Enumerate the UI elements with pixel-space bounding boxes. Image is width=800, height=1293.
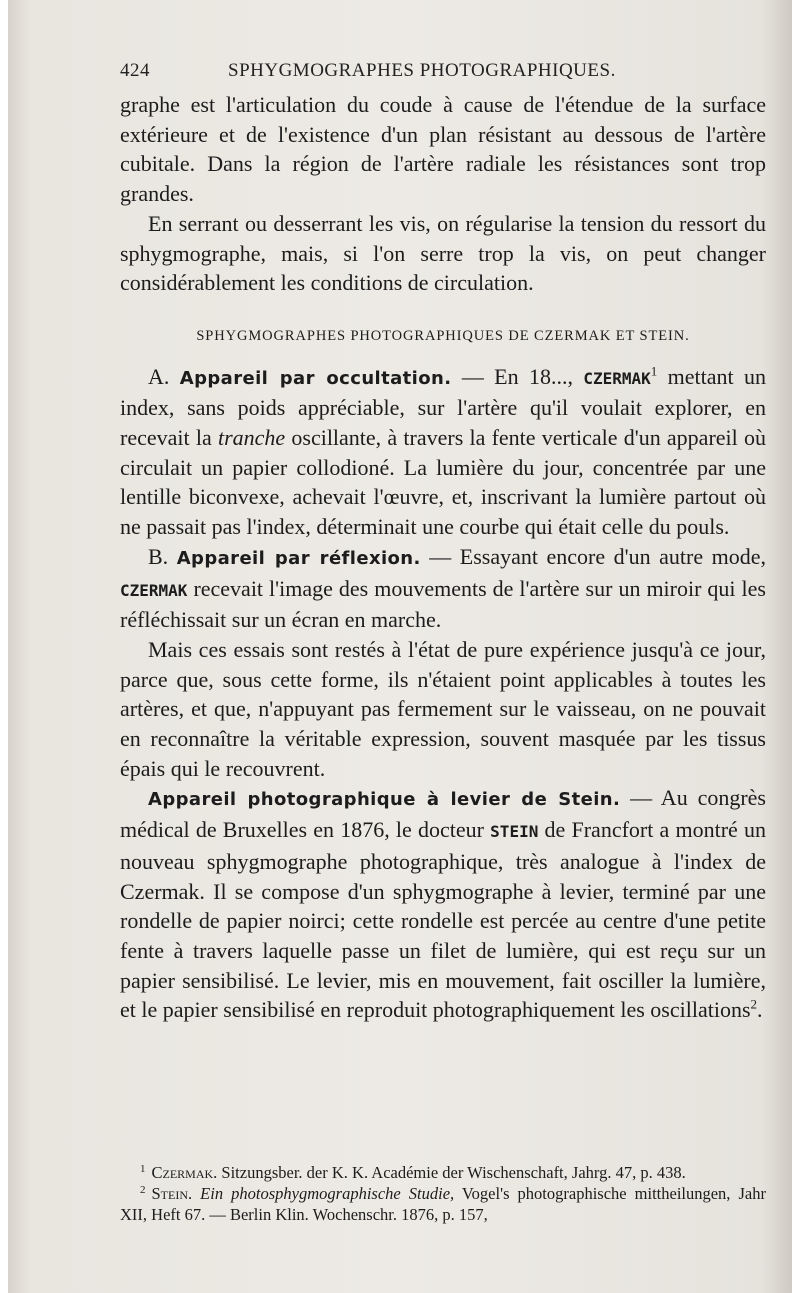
section-title: SPHYGMOGRAPHES PHOTOGRAPHIQUES DE CZERMAK ET STEIN. <box>196 327 690 344</box>
paragraph-essais: Mais ces essais sont restés à l'état de pure expérience jusqu'à ce jour, parce que, sous cette forme, ils n'étaient point applicables à toutes les artères, et que, n'appuyant pas fermement sur le vaisseau, on ne pouvait en reconnaître la véritable expression, souvent masquée par les tissus épais qui le recouvrent. <box>120 636 766 781</box>
paragraph-cubitale: graphe est l'articulation du coude à cause de l'étendue de la surface extérieure et de l'existence d'un plan résistant au dessous de l'artère cubitale. Dans la région de l'artère radiale les résistances sont trop grandes. <box>120 92 766 207</box>
footnote-1-author: Czermak. <box>151 1163 218 1182</box>
main-text <box>120 90 766 1025</box>
footnote-1-text: Sitzungsber. der K. K. Académie der Wischenschaft, Jahrg. 47, p. 438. <box>217 1163 686 1182</box>
paragraph-stein <box>120 783 766 1025</box>
paragraph-occultation <box>120 362 766 542</box>
heading-stein: Appareil photographique à levier de Stein. <box>148 789 621 811</box>
footnote-1-mark: 1 <box>140 1162 146 1175</box>
author-czermak-2: CZERMAK <box>120 580 188 600</box>
footnote-ref-2: 2 <box>750 997 758 1013</box>
section-b-label: B. <box>148 543 169 569</box>
section-a-label: A. <box>148 363 170 389</box>
footnote-2-author: Stein. <box>151 1184 193 1203</box>
footnotes <box>120 1162 766 1225</box>
footnote-2-mark: 2 <box>140 1183 146 1196</box>
running-title: SPHYGMOGRAPHES PHOTOGRAPHIQUES. <box>228 60 616 81</box>
stein-text-3: . <box>757 997 763 1023</box>
occultation-text-1: — En 18..., <box>451 363 584 389</box>
paragraph-vis: En serrant ou desserrant les vis, on régularise la tension du ressort du sphygmographe, mais, si l'on serre trop la vis, on peut changer considérablement les conditions de circulation. <box>120 210 766 296</box>
heading-reflexion: Appareil par réflexion. <box>176 547 421 569</box>
footnote-ref-1: 1 <box>650 363 658 379</box>
stein-text-1: — Au congrès médical de Bruxelles en 1876, le docteur <box>120 785 766 843</box>
footnote-1 <box>120 1162 766 1183</box>
author-czermak: CZERMAK <box>583 368 651 388</box>
stein-text-2: de Francfort a montré un nouveau sphygmographe photographique, très analogue à l'index de Czermak. Il se compose d'un sphygmographe à levier, terminé par une rondelle de papier noirci; cette rondelle est percée au centre d'une petite fente à travers laquelle passe un filet de lumière, qui est reçu sur un papier sensibilisé. Le levier, mis en mouvement, fait osciller la lumière, et le papier sensibilisé en reproduit photographiquement les oscillations <box>120 817 767 1023</box>
book-page <box>8 0 792 1293</box>
heading-occultation: Appareil par occultation. <box>179 367 452 389</box>
page-number: 424 <box>120 60 150 81</box>
author-stein: STEIN <box>490 822 539 842</box>
footnote-2-text: Vogel's photographische mittheilungen, Jahr XII, Heft 67. — Berlin Klin. Wochenschr. 1876, p. 157, <box>120 1184 766 1224</box>
occultation-text-3: oscillante, à travers la fente verticale d'un appareil où circulait un papier collodioné. La lumière du jour, concentrée par une lentille biconvexe, achevait l'œuvre, et, inscrivant la lumière partout où ne passait pas l'index, déterminait une courbe qui était celle du pouls. <box>120 425 766 540</box>
reflexion-text-1: — Essayant encore d'un autre mode, <box>420 543 767 569</box>
reflexion-text-2: recevait l'image des mouvements de l'artère sur un miroir qui les réfléchissait sur un écran en marche. <box>120 575 766 633</box>
italic-tranche: tranche <box>217 425 286 451</box>
occultation-text-2: mettant un index, sans poids appréciable, sur l'artère qu'il voulait explorer, en recevait la <box>120 363 767 451</box>
paragraph-reflexion <box>120 542 766 635</box>
footnote-2-italic: Ein photosphygmographische Studie, <box>192 1184 455 1203</box>
footnote-2 <box>120 1183 766 1225</box>
